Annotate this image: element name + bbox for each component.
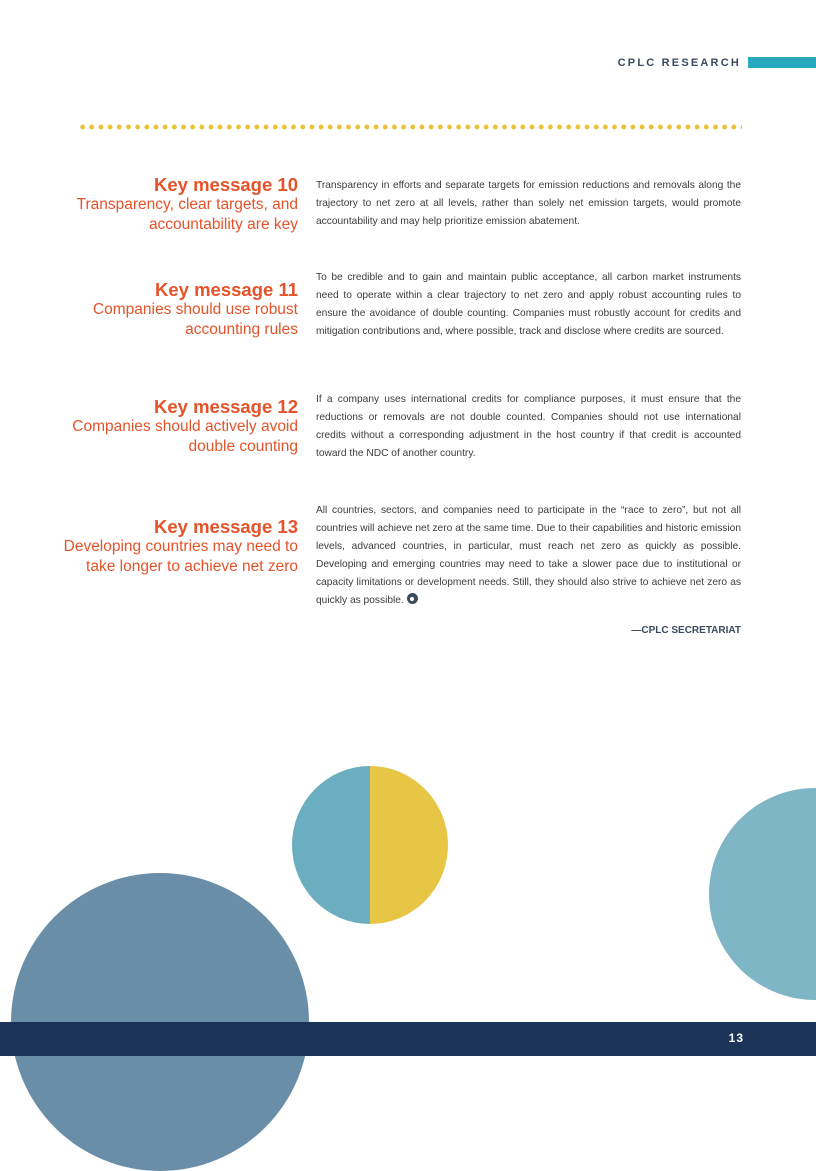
key-message-13-text: All countries, sectors, and companies need to participate in the “race to zero”, but not all countries will achieve net zero at the same time. Due to their capabilities and historic emission levels, advanced countries, in particular, must reach net zero as quickly as possible. Developing and emerging countries may need to take a slower pace due to institutional or capacity limitations or development needs. Still, they should also strive to achieve net zero as quickly as possible. [316, 505, 741, 606]
key-message-13-heading: Key message 13 [154, 516, 298, 537]
dotted-divider [78, 124, 742, 130]
key-message-10-title [58, 175, 298, 234]
key-message-12-body: If a company uses international credits for compliance purposes, it must ensure that the reductions or removals are not double counted. Companies should not use international credits without a corresponding adjustment in the host country if that credit is accounted toward the NDC of another country. [316, 394, 741, 459]
key-message-13-body [316, 502, 741, 610]
decorative-right-circle [709, 788, 816, 1000]
key-message-11-title [58, 280, 298, 339]
key-message-12-subtitle: Companies should actively avoid double counting [72, 418, 298, 455]
attribution: —CPLC SECRETARIAT [631, 625, 741, 636]
key-message-11-subtitle: Companies should use robust accounting rules [92, 301, 298, 338]
key-message-13-title [58, 517, 298, 576]
key-message-10-subtitle: Transparency, clear targets, and accountability are key [76, 196, 298, 233]
key-message-11-body: To be credible and to gain and maintain public acceptance, all carbon market instruments need to operate within a clear trajectory to net zero and apply robust accounting rules to ensure the avoidance of double counting. Companies must robustly account for credits and mitigation contributions and, where possible, track and disclose where credits are sourced. [316, 272, 741, 337]
key-message-10-body: Transparency in efforts and separate targets for emission reductions and removals along the trajectory to net zero at all levels, rather than solely net emission targets, would promote accountability and may help prioritize emission abatement. [316, 180, 741, 227]
key-message-13-subtitle: Developing countries may need to take longer to achieve net zero [63, 538, 298, 575]
key-message-10-heading: Key message 10 [154, 174, 298, 195]
key-message-11-heading: Key message 11 [155, 279, 298, 300]
section-label: CPLC RESEARCH [617, 57, 741, 69]
decorative-split-circle [292, 766, 448, 924]
end-of-section-icon [407, 593, 418, 604]
page-number: 13 [728, 1031, 744, 1045]
key-message-12-heading: Key message 12 [154, 396, 298, 417]
header-accent-bar [748, 57, 816, 68]
key-message-12-title [58, 397, 298, 456]
footer-bar [0, 1022, 816, 1056]
